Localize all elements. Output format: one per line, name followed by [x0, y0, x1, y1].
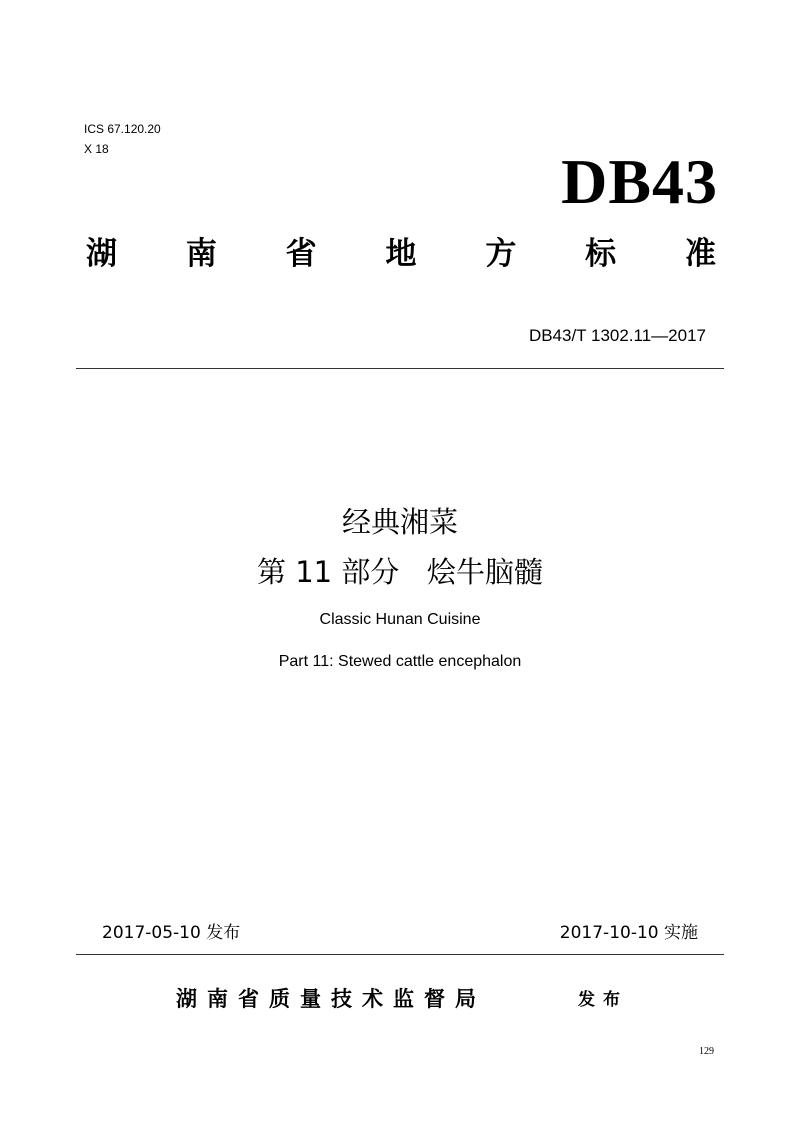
document-title-cn: 经典湘菜: [341, 505, 458, 539]
standard-number: DB43/T 1302.11—2017: [528, 326, 706, 345]
standard-type-char: 方: [485, 236, 517, 272]
implementation-date: 2017-10-10 实施: [559, 923, 698, 943]
header-divider: [76, 368, 724, 369]
footer-divider: [76, 954, 724, 955]
issue-date: 2017-05-10 发布: [102, 923, 241, 943]
standard-type-char: 地: [385, 236, 417, 272]
document-title-en: Classic Hunan Cuisine: [319, 611, 481, 628]
standard-type: [86, 232, 716, 276]
classification-code: X 18: [84, 142, 109, 156]
standard-logo: DB43: [561, 146, 718, 217]
standard-type-char: 湖: [86, 236, 117, 272]
publisher-name: 湖南省质量技术监督局: [176, 987, 486, 1011]
publish-label: 发布: [578, 990, 628, 1010]
standard-type-char: 省: [285, 236, 317, 272]
page-number: 129: [699, 1046, 714, 1057]
standard-type-char: 准: [684, 236, 716, 272]
standard-type-char: 标: [585, 236, 617, 272]
standard-type-char: 南: [185, 236, 217, 272]
document-part-title-cn: 第 11 部分 烩牛脑髓: [257, 555, 543, 589]
document-part-title-en: Part 11: Stewed cattle encephalon: [278, 653, 522, 670]
ics-code: ICS 67.120.20: [84, 122, 161, 136]
